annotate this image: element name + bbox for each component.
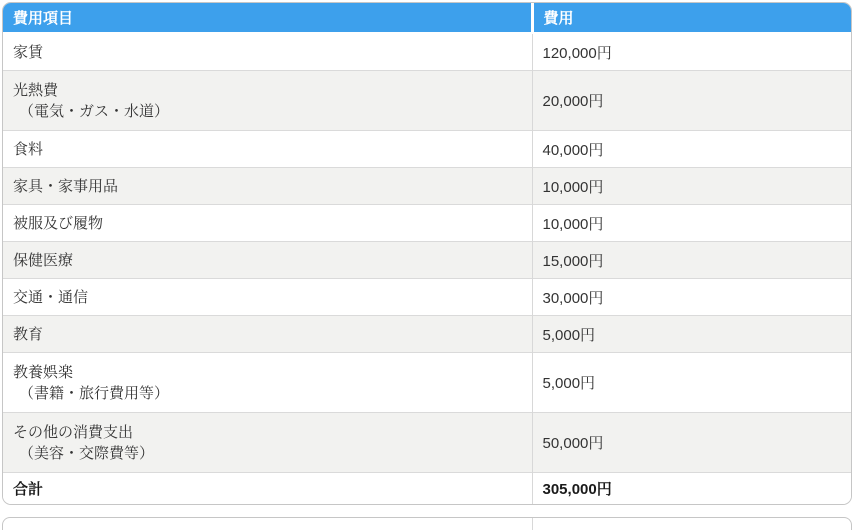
total-value: 305,000円 bbox=[532, 473, 851, 505]
header-row bbox=[3, 3, 851, 33]
header-cell-item: 費用項目 bbox=[3, 3, 532, 33]
expense-item-sublabel: （書籍・旅行費用等） bbox=[19, 384, 170, 402]
expense-cost-cell: 40,000円 bbox=[532, 131, 851, 168]
expense-item-cell bbox=[3, 71, 532, 131]
table-row bbox=[3, 353, 851, 413]
expense-cost-cell: 5,000円 bbox=[532, 316, 851, 353]
table-row bbox=[3, 413, 851, 473]
next-table-column-divider bbox=[532, 518, 533, 530]
table-row bbox=[3, 279, 851, 316]
table-row bbox=[3, 71, 851, 131]
table-body bbox=[3, 33, 851, 473]
table-row bbox=[3, 316, 851, 353]
expense-item-cell bbox=[3, 205, 532, 242]
expense-item-cell bbox=[3, 316, 532, 353]
expense-item-cell bbox=[3, 353, 532, 413]
expense-item-label: 光熱費 bbox=[13, 81, 59, 99]
expense-item-label: 家具・家事用品 bbox=[13, 177, 119, 195]
expense-item-cell bbox=[3, 279, 532, 316]
expense-cost-cell: 15,000円 bbox=[532, 242, 851, 279]
expense-cost-cell: 5,000円 bbox=[532, 353, 851, 413]
header-cell-cost: 費用 bbox=[532, 3, 851, 33]
next-table-edge bbox=[2, 517, 852, 530]
expense-cost-cell: 120,000円 bbox=[532, 33, 851, 71]
total-label: 合計 bbox=[3, 473, 532, 505]
expense-item-sublabel: （電気・ガス・水道） bbox=[19, 102, 170, 120]
expense-item-label: 被服及び履物 bbox=[13, 214, 104, 232]
expense-cost-cell: 10,000円 bbox=[532, 168, 851, 205]
expense-table-grid bbox=[3, 3, 851, 504]
expense-item-label: その他の消費支出 bbox=[13, 423, 134, 441]
table-row bbox=[3, 168, 851, 205]
expense-item-label: 交通・通信 bbox=[13, 288, 89, 306]
expense-cost-cell: 50,000円 bbox=[532, 413, 851, 473]
expense-item-label: 教養娯楽 bbox=[13, 363, 74, 381]
expense-table bbox=[2, 2, 852, 505]
expense-item-cell bbox=[3, 131, 532, 168]
table-row bbox=[3, 33, 851, 71]
expense-item-sublabel: （美容・交際費等） bbox=[19, 444, 155, 462]
total-row bbox=[3, 473, 851, 505]
table-row bbox=[3, 205, 851, 242]
table-row bbox=[3, 131, 851, 168]
expense-item-label: 食料 bbox=[13, 140, 44, 158]
expense-cost-cell: 20,000円 bbox=[532, 71, 851, 131]
expense-item-cell bbox=[3, 413, 532, 473]
expense-item-label: 教育 bbox=[13, 325, 44, 343]
expense-item-label: 保健医療 bbox=[13, 251, 74, 269]
expense-item-cell bbox=[3, 33, 532, 71]
expense-cost-cell: 30,000円 bbox=[532, 279, 851, 316]
expense-item-cell bbox=[3, 242, 532, 279]
table-row bbox=[3, 242, 851, 279]
expense-item-label: 家賃 bbox=[13, 43, 44, 61]
expense-item-cell bbox=[3, 168, 532, 205]
expense-cost-cell: 10,000円 bbox=[532, 205, 851, 242]
